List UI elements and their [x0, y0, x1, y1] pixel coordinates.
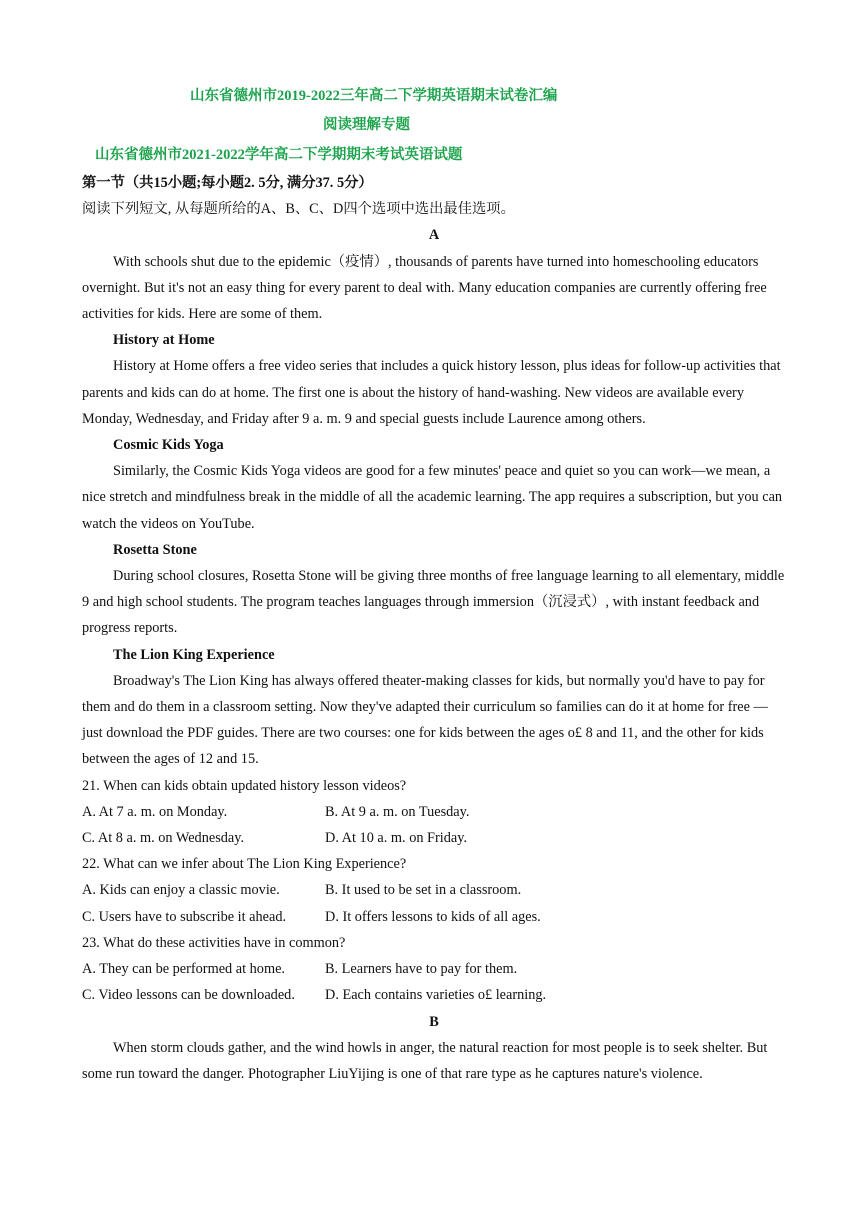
option-c: C. Users have to subscribe it ahead. [82, 908, 287, 925]
option-c: C. At 8 a. m. on Wednesday. [82, 830, 245, 847]
passage-b-label: B [429, 1013, 439, 1030]
document-subtitle: 阅读理解专题 [323, 117, 410, 133]
question-21-options-row-2 [82, 825, 786, 851]
option-d: D. At 10 a. m. on Friday. [325, 830, 468, 847]
item-title-lion-king: The Lion King Experience [113, 646, 275, 663]
item-text-rosetta-stone: During school closures, Rosetta Stone will be giving three months of free language learning to all elementary, middle 9 and high school students. The program teaches languages through immersion（沉浸式）, with instant feedback and progress reports. [82, 568, 785, 637]
option-d: D. Each contains varieties o£ learning. [325, 987, 547, 1004]
exam-title: 山东省德州市2021-2022学年高二下学期期末考试英语试题 [95, 147, 463, 163]
option-c: C. Video lessons can be downloaded. [82, 987, 295, 1004]
option-b: B. Learners have to pay for them. [325, 961, 518, 978]
item-title-rosetta-stone: Rosetta Stone [113, 541, 197, 558]
document-body [82, 170, 786, 1087]
question-22: 22. What can we infer about The Lion King Experience? [82, 856, 407, 873]
item-text-cosmic-kids-yoga: Similarly, the Cosmic Kids Yoga videos are good for a few minutes' peace and quiet so you can work—we mean, a nice stretch and mindfulness break in the middle of all the academic learning. The app requires a subscription, but you can watch the videos on YouTube. [82, 463, 783, 532]
document-title: 山东省德州市2019-2022三年高二下学期英语期末试卷汇编 [190, 88, 558, 104]
section-heading: 第一节（共15小题;每小题2. 5分, 满分37. 5分） [82, 175, 373, 191]
question-23-options-row-1 [82, 956, 786, 982]
option-d: D. It offers lessons to kids of all ages. [325, 908, 541, 925]
passage-a-intro: With schools shut due to the epidemic（疫情）, thousands of parents have turned into homeschooling educators overnight. But it's not an easy thing for every parent to deal with. Many education companies are currently offering free activities for kids. Here are some of them. [82, 253, 767, 323]
item-text-lion-king: Broadway's The Lion King has always offered theater-making classes for kids, but normally you'd have to pay for them and do them in a classroom setting. Now they've adapted their curriculum so families can do it at home for free — just download the PDF guides. There are two courses: one for kids between the ages o£ 8 and 11, and the other for kids between the ages of 12 and 15. [82, 672, 768, 768]
passage-b-text: When storm clouds gather, and the wind howls in anger, the natural reaction for most people is to seek shelter. But some run toward the danger. Photographer LiuYijing is one of that rare type as he captures nature's violence. [82, 1039, 768, 1082]
question-21-options-row-1 [82, 799, 786, 825]
question-22-options-row-2 [82, 904, 786, 930]
question-22-options-row-1 [82, 877, 786, 903]
question-21: 21. When can kids obtain updated history lesson videos? [82, 777, 407, 794]
question-23-options-row-2 [82, 982, 786, 1008]
section-instruction: 阅读下列短文, 从每题所给的A、B、C、D四个选项中选出最佳选项。 [82, 201, 515, 218]
item-text-history-at-home: History at Home offers a free video series that includes a quick history lesson, plus ideas for follow-up activities that parents and kids can do at home. The first one is about the history of hand-washing. New videos are available every Monday, Wednesday, and Friday after 9 a. m. 9 and special guests include Laurence among others. [82, 358, 781, 427]
option-b: B. At 9 a. m. on Tuesday. [325, 803, 470, 820]
option-b: B. It used to be set in a classroom. [325, 882, 522, 899]
option-a: A. At 7 a. m. on Monday. [82, 803, 228, 820]
item-title-cosmic-kids-yoga: Cosmic Kids Yoga [113, 437, 224, 454]
question-23: 23. What do these activities have in common? [82, 934, 346, 951]
option-a: A. They can be performed at home. [82, 961, 285, 978]
item-title-history-at-home: History at Home [113, 332, 215, 349]
option-a: A. Kids can enjoy a classic movie. [82, 882, 280, 899]
passage-a-label: A [428, 227, 440, 244]
